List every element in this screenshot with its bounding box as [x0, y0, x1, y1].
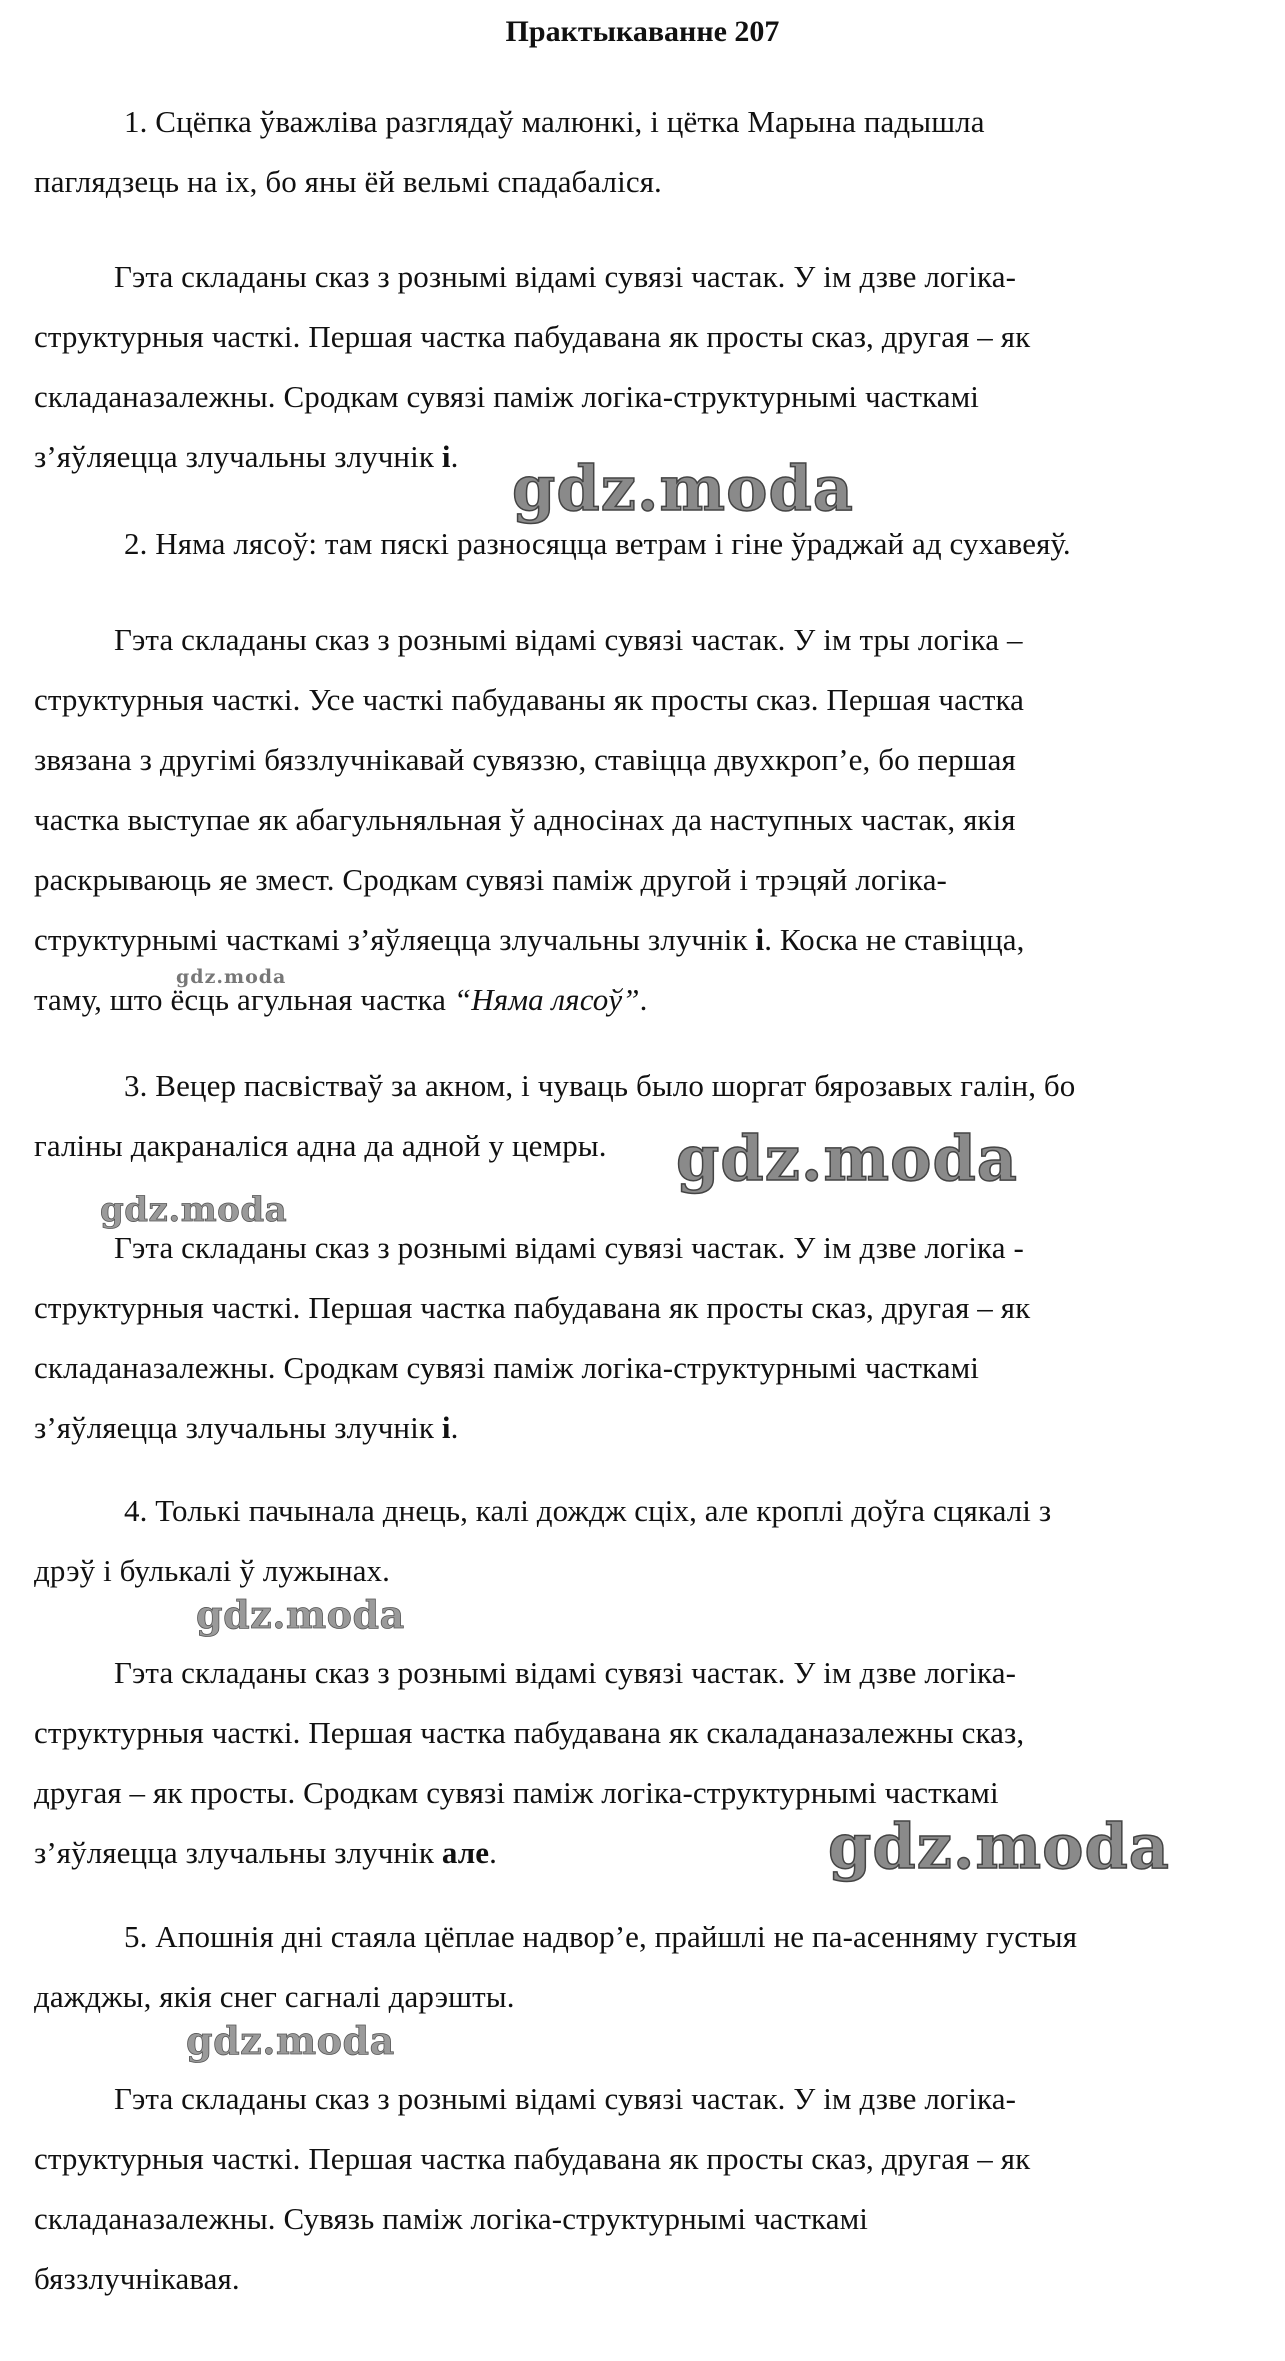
text-line: звязана з другімі бяззлучнікавай сувяззю, ставіцца двухкроп’е, бо першая: [34, 742, 1016, 777]
text-segment: .: [450, 1410, 459, 1445]
text-line: [34, 922, 1024, 958]
text-segment: таму, што ёсць агульная частка: [34, 982, 454, 1017]
text-line: структурныя часткі. Першая частка пабудавана як просты сказ, другая – як: [34, 2141, 1031, 2176]
watermark: gdz.moda: [676, 1122, 1018, 1195]
watermark: gdz.moda: [828, 1810, 1170, 1883]
text-line: структурныя часткі. Першая частка пабудавана як просты сказ, другая – як: [34, 319, 1031, 354]
text-line: Гэта складаны сказ з рознымі відамі сувязі частак. У ім дзве логіка-: [114, 2081, 1017, 2116]
text-line: 5. Апошнія дні стаяла цёплае надвор’е, прайшлі не па-асенняму густыя: [124, 1919, 1078, 1954]
quoted-italic: “Няма лясоў”: [453, 982, 640, 1017]
text-line: Гэта складаны сказ з рознымі відамі сувязі частак. У ім дзве логіка -: [114, 1230, 1024, 1265]
text-line: частка выступае як абагульняльная ў адносінах да наступных частак, якія: [34, 802, 1016, 837]
text-line: структурныя часткі. Першая частка пабудавана як просты сказ, другая – як: [34, 1290, 1031, 1325]
text-line: бяззлучнікавая.: [34, 2261, 240, 2296]
text-line: [34, 1410, 458, 1446]
conjunction-bold: і: [441, 439, 451, 474]
text-line: [34, 982, 647, 1018]
text-segment: з’яўляецца злучальны злучнік: [34, 439, 442, 474]
text-line: складаназалежны. Сродкам сувязі паміж логіка-структурнымі часткамі: [34, 379, 980, 414]
text-line: структурныя часткі. Першая частка пабудавана як скаладаназалежны сказ,: [34, 1715, 1025, 1750]
text-line: Гэта складаны сказ з рознымі відамі сувязі частак. У ім дзве логіка-: [114, 1655, 1017, 1690]
conjunction-bold: і: [441, 1410, 451, 1445]
text-line: [34, 439, 458, 475]
text-line: дажджы, якія снег сагналі дарэшты.: [34, 1979, 515, 2014]
text-segment: . Коска не ставіцца,: [764, 922, 1025, 957]
text-line: паглядзець на іх, бо яны ёй вельмі спадабаліся.: [34, 164, 662, 199]
text-segment: з’яўляецца злучальны злучнік: [34, 1835, 442, 1870]
text-line: [34, 1835, 497, 1871]
text-line: галіны дакраналіся адна да адной у цемры.: [34, 1128, 607, 1163]
text-line: 3. Вецер пасвістваў за акном, і чуваць было шоргат бярозавых галін, бо: [124, 1068, 1076, 1103]
watermark: gdz.moda: [186, 2018, 395, 2063]
text-line: складаназалежны. Сродкам сувязі паміж логіка-структурнымі часткамі: [34, 1350, 980, 1385]
text-line: другая – як просты. Сродкам сувязі паміж логіка-структурнымі часткамі: [34, 1775, 999, 1810]
text-segment: структурнымі часткамі з’яўляецца злучальны злучнік: [34, 922, 756, 957]
text-line: дрэў і булькалі ў лужынах.: [34, 1553, 391, 1588]
text-line: 2. Няма лясоў: там пяскі разносяцца ветрам і гіне ўраджай ад сухавеяў.: [124, 526, 1071, 561]
text-segment: з’яўляецца злучальны злучнік: [34, 1410, 442, 1445]
text-segment: .: [639, 982, 648, 1017]
watermark: gdz.moda: [100, 1190, 288, 1230]
text-line: структурныя часткі. Усе часткі пабудаваны як просты сказ. Першая частка: [34, 682, 1025, 717]
text-line: Гэта складаны сказ з рознымі відамі сувязі частак. У ім дзве логіка-: [114, 259, 1017, 294]
text-line: Гэта складаны сказ з рознымі відамі сувязі частак. У ім тры логіка –: [114, 622, 1023, 657]
conjunction-bold: і: [755, 922, 765, 957]
watermark: gdz.moda: [512, 452, 854, 525]
watermark: gdz.moda: [176, 966, 287, 988]
page-title: Практыкаванне 207: [505, 15, 780, 48]
watermark: gdz.moda: [196, 1592, 405, 1637]
text-segment: .: [450, 439, 459, 474]
text-line: 4. Толькі пачынала днець, калі дождж сціх, але кроплі доўга сцякалі з: [124, 1493, 1052, 1528]
conjunction-bold: але: [441, 1835, 490, 1870]
text-line: складаназалежны. Сувязь паміж логіка-структурнымі часткамі: [34, 2201, 869, 2236]
text-line: 1. Сцёпка ўважліва разглядаў малюнкі, і цётка Марына падышла: [124, 104, 985, 139]
text-line: раскрываюць яе змест. Сродкам сувязі паміж другой і трэцяй логіка-: [34, 862, 947, 897]
text-segment: .: [489, 1835, 497, 1870]
